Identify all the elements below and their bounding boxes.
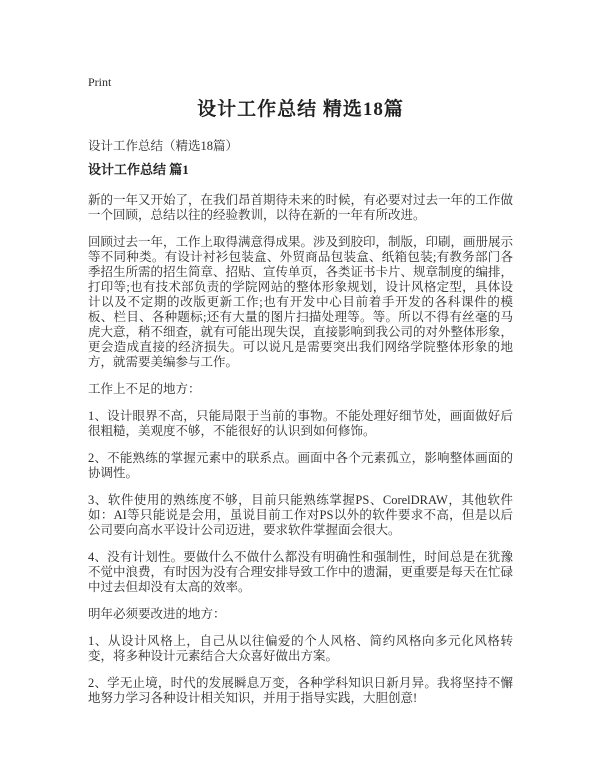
section-heading: 设计工作总结 篇1 [88, 162, 189, 177]
shortcoming-item-4: 4、没有计划性。要做什么不做什么都没有明确性和强制性，时间总是在犹豫不觉中浪费，有时因为没有合理安排导致工作中的遗漏，更重要是每天在忙碌中过去但却没有太高的效率。 [88, 550, 514, 594]
print-button[interactable]: Print [88, 75, 112, 89]
label-improvements: 明年必须要改进的地方： [88, 607, 226, 621]
shortcoming-item-2: 2、不能熟练的掌握元素中的联系点。画面中各个元素孤立，影响整体画面的协调性。 [88, 451, 513, 480]
document-subtitle: 设计工作总结（精选18篇） [88, 139, 239, 153]
label-shortcomings: 工作上不足的地方： [88, 382, 201, 396]
document-title: 设计工作总结 精选18篇 [197, 99, 404, 120]
improvement-item-1: 1、从设计风格上，自己从以往偏爱的个人风格、简约风格向多元化风格转变，将多种设计元素结合大众喜好做出方案。 [88, 634, 513, 663]
improvement-item-2: 2、学无止境，时代的发展瞬息万变，各种学科知识日新月异。我将坚持不懈地努力学习各种设计相关知识，并用于指导实践，大胆创意! [88, 676, 513, 705]
paragraph-intro: 新的一年又开始了，在我们昂首期待未来的时候，有必要对过去一年的工作做一个回顾，总结以往的经验教训，以待在新的一年有所改进。 [88, 193, 514, 222]
shortcoming-item-1: 1、设计眼界不高，只能局限于当前的事物。不能处理好细节处，画面做好后很粗糙，美观度不够，不能很好的认识到如何修饰。 [88, 409, 513, 438]
paragraph-year-review: 回顾过去一年，工作上取得满意得成果。涉及到胶印，制版，印刷，画册展示等不同种类。有设计衬衫包装盒、外贸商品包装盒、纸箱包装;有教务部门各季招生所需的招生简章、招贴、宣传单页，各类证书卡片、规章制度的编排，打印等;也有技术部负责的学院网站的整体形象规划，设计风格定型，具体设计以及不定期的改版更新工作;也有开发中心目前着手开发的各科课件的模板、栏目、各种题标;还有大量的图片扫描处理等。等。所以不得有丝毫的马虎大意，稍不细查，就有可能出现失误，直接影响到我公司的对外整体形象，更会造成直接的经济损失。可以说凡是需要突出我们网络学院整体形象的地方，就需要美编参与工作。 [88, 235, 514, 369]
shortcoming-item-3: 3、软件使用的熟练度不够，目前只能熟练掌握PS、CorelDRAW，其他软件如：AI等只能说是会用，虽说目前工作对PS以外的软件要求不高，但是以后公司要向高水平设计公司迈进，要求软件掌握面会很大。 [88, 493, 513, 537]
article-body [88, 193, 513, 706]
